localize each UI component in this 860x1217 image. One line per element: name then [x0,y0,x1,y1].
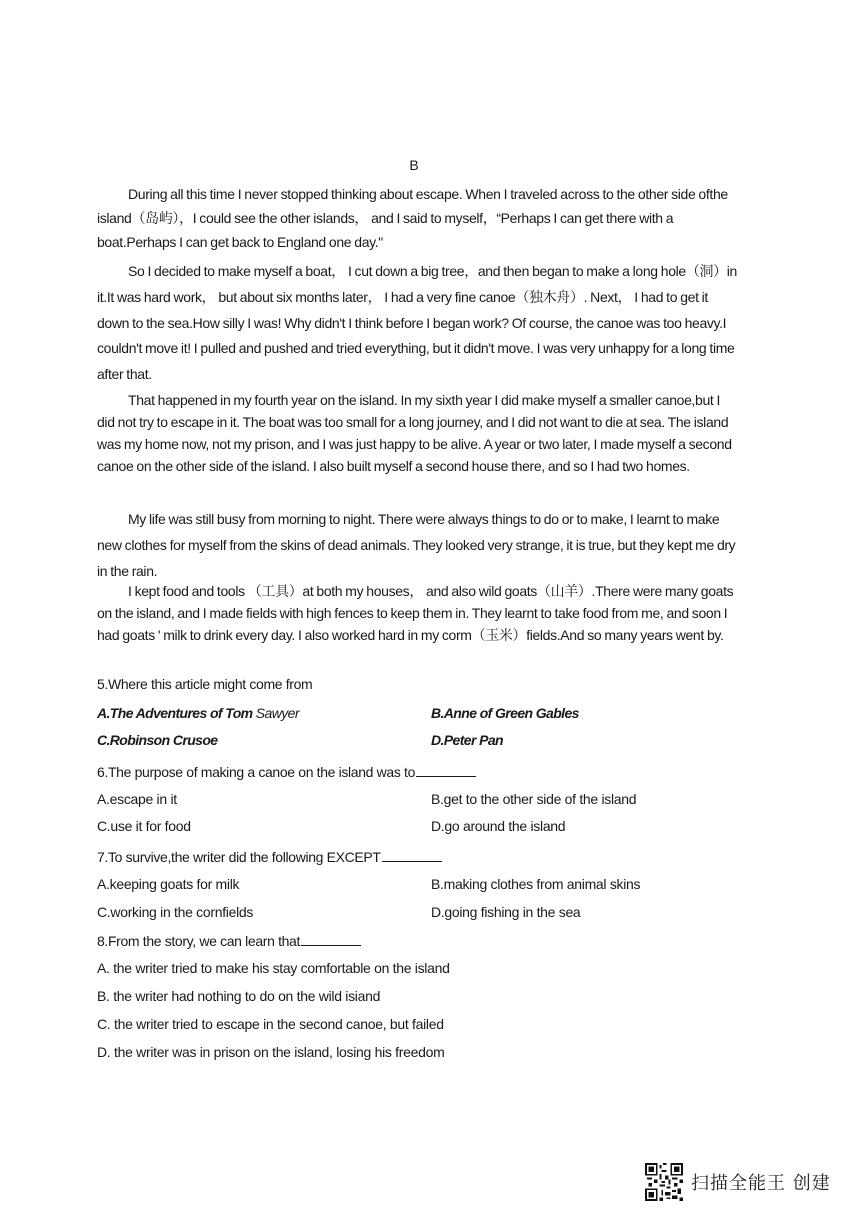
question-6-option-b: B.get to the other side of the island [431,791,637,807]
qr-code-icon [645,1163,683,1201]
question-8-option-b: B. the writer had nothing to do on the wild isiand [97,988,381,1004]
question-5-option-b: B.Anne of Green Gables [431,705,579,721]
question-7-option-d: D.going fishing in the sea [431,904,581,920]
question-5-option-a-tail: Sawyer [255,705,299,721]
question-7-stem: 7.To survive,the writer did the following EXCEPT [97,849,381,865]
question-7-option-c: C.working in the cornfields [97,904,254,920]
question-6-option-a: A.escape in it [97,791,177,807]
question-7-option-b: B.making clothes from animal skins [431,876,641,892]
question-8-option-d: D. the writer was in prison on the island, losing his freedom [97,1044,445,1060]
question-7 [97,848,442,865]
passage-paragraph-2: So I decided to make myself a boat， I cut down a big tree，and then began to make a long hole（洞）in it.It was hard work， but about six months later， I had a very fine canoe（独木舟）. Next， I had to get it down to the sea.How silly I was! Why didn't I think before I began work? Of course, the canoe was too heavy.I couldn't move it! I pulled and pushed and tried everything, but it didn't move. I was very unhappy for a long time after that. [97,263,737,383]
question-5-option-a [97,705,299,721]
answer-blank [382,848,442,862]
answer-blank [301,932,361,946]
question-8 [97,932,361,949]
question-5-stem: 5.Where this article might come from [97,676,313,692]
question-5-option-c: C.Robinson Crusoe [97,732,218,748]
scanner-watermark [645,1163,831,1201]
question-6-option-c: C.use it for food [97,818,191,834]
passage-paragraph-4: My life was still busy from morning to night. There were always things to do or to make, I learnt to make new clothes for myself from the skins of dead animals. They looked very strange, it is true, but they kept me dry in the rain. [97,511,736,579]
answer-blank [416,763,476,777]
question-5-option-d: D.Peter Pan [431,732,503,748]
question-6 [97,763,476,780]
question-8-option-a: A. the writer tried to make his stay comfortable on the island [97,960,450,976]
passage-paragraph-1: During all this time I never stopped thinking about escape. When I traveled across to the other side ofthe island（岛屿），I could see the other islands， and I said to myself，“Perhaps I can get there with a boat.Perhaps I can get back to England one day." [97,186,728,250]
question-6-stem: 6.The purpose of making a canoe on the island was to [97,764,416,780]
section-label: B [409,157,419,173]
question-6-option-d: D.go around the island [431,818,566,834]
question-5-option-a-text: A.The Adventures of Tom [97,705,256,721]
scanner-watermark-label: 扫描全能王 创建 [691,1173,831,1194]
question-7-option-a: A.keeping goats for milk [97,876,240,892]
passage-paragraph-5: I kept food and tools （工具）at both my houses， and also wild goats（山羊）.There were many goats on the island, and I made fields with high fences to keep them in. They learnt to take food from me, and soon I had goats ' milk to drink every day. I also worked hard in my corm（玉米）fields.And so many years went by. [97,583,734,643]
question-8-stem: 8.From the story, we can learn that [97,933,301,949]
question-8-option-c: C. the writer tried to escape in the second canoe, but failed [97,1016,444,1032]
passage-paragraph-3: That happened in my fourth year on the island. In my sixth year I did make myself a smaller canoe,but I did not try to escape in it. The boat was too small for a long journey, and I did not want to die at sea. The island was my home now, not my prison, and I was just happy to be alive. A year or two later, I made myself a second canoe on the other side of the island. I also built myself a second house there, and so I had two homes. [97,392,732,474]
